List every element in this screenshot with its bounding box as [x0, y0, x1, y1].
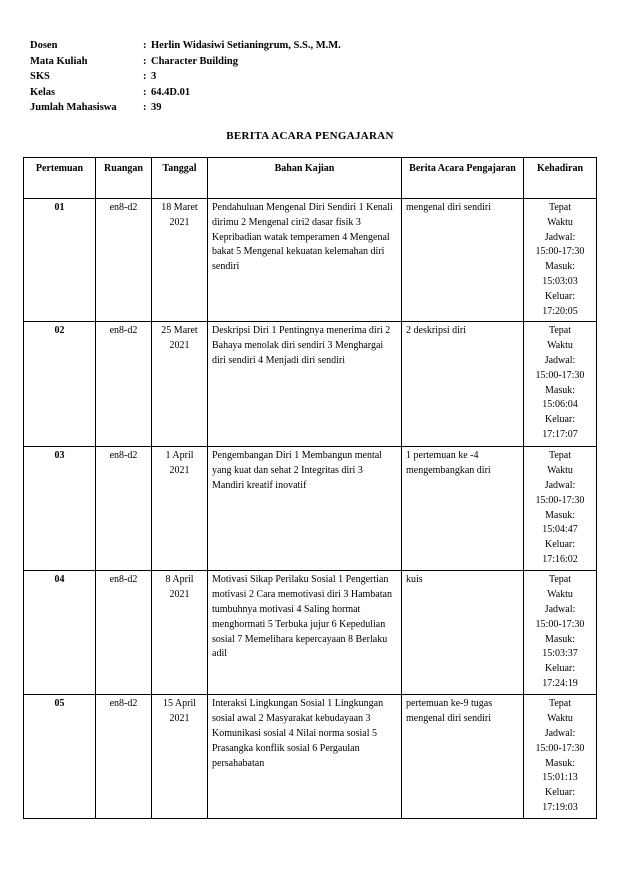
info-separator: :: [143, 71, 147, 82]
cell-pertemuan: 02: [24, 322, 96, 447]
column-header-kehadiran: Kehadiran: [524, 158, 597, 199]
cell-berita-acara: pertemuan ke-9 tugas mengenal diri sendiri: [402, 695, 524, 819]
cell-pertemuan: 01: [24, 199, 96, 322]
info-row-kelas: [30, 85, 341, 101]
kehadiran-line: 15:00-17:30: [535, 742, 585, 754]
cell-bahan-kajian: Motivasi Sikap Perilaku Sosial 1 Pengertian motivasi 2 Cara memotivasi diri 3 Hambatan tumbuhnya motivasi 4 Saling hormat menghormati 5 Terbuka jujur 6 Kepedulian sosial 7 Memelihara kepercayaan 8 Berlaku adil: [208, 571, 402, 695]
kehadiran-line: 17:19:03: [542, 801, 578, 813]
info-separator: :: [143, 102, 147, 113]
cell-tanggal: 18 Maret 2021: [152, 199, 208, 322]
table-row: [24, 322, 597, 447]
kehadiran-line: 15:01:13: [542, 772, 578, 784]
kehadiran-line: Masuk:: [545, 509, 575, 521]
kehadiran-line: Tepat: [548, 202, 572, 213]
kehadiran-line: Jadwal:: [544, 354, 576, 366]
kehadiran-line: Jadwal:: [544, 479, 576, 491]
cell-ruangan: en8-d2: [96, 571, 152, 695]
column-header-tanggal: Tanggal: [152, 158, 208, 199]
info-separator: :: [143, 55, 147, 67]
cell-tanggal: 25 Maret 2021: [152, 322, 208, 447]
cell-bahan-kajian: Pengembangan Diri 1 Membangun mental yang kuat dan sehat 2 Integritas diri 3 Mandiri kreatif inovatif: [208, 447, 402, 571]
column-header-berita-acara: Berita Acara Pengajaran: [402, 158, 524, 199]
cell-kehadiran: [524, 322, 597, 447]
kehadiran-line: 17:16:02: [542, 553, 578, 565]
kehadiran-line: Masuk:: [545, 384, 575, 396]
kehadiran-line: Waktu: [547, 340, 573, 352]
kehadiran-line: 17:17:07: [542, 428, 578, 440]
table-row: [24, 571, 597, 695]
info-row-sks: [30, 69, 341, 85]
kehadiran-line: 15:06:04: [542, 399, 578, 411]
kehadiran-line: Keluar:: [545, 290, 575, 302]
kehadiran-line: Masuk:: [545, 633, 575, 645]
info-label: Kelas: [30, 86, 56, 98]
cell-berita-acara: 1 pertemuan ke -4 mengembangkan diri: [402, 447, 524, 571]
cell-bahan-kajian: Deskripsi Diri 1 Pentingnya menerima diri 2 Bahaya menolak diri sendiri 3 Menghargai diri sendiri 4 Menjadi diri sendiri: [208, 322, 402, 447]
cell-tanggal: 8 April 2021: [152, 571, 208, 695]
kehadiran-line: 15:03:03: [542, 275, 578, 287]
cell-tanggal: 1 April 2021: [152, 447, 208, 571]
info-value: 64.4D.01: [151, 86, 191, 98]
cell-kehadiran: [524, 199, 597, 322]
table-header-row: [24, 158, 597, 199]
teaching-record-table: [23, 157, 597, 819]
column-header-bahan-kajian: Bahan Kajian: [208, 158, 402, 199]
kehadiran-line: 15:00-17:30: [535, 494, 585, 506]
column-header-pertemuan: Pertemuan: [24, 158, 96, 199]
cell-kehadiran: [524, 571, 597, 695]
kehadiran-line: Waktu: [547, 589, 573, 601]
kehadiran-line: Waktu: [547, 216, 573, 228]
page-title: BERITA ACARA PENGAJARAN: [226, 130, 394, 142]
table-row: [24, 199, 597, 322]
cell-berita-acara: 2 deskripsi diri: [402, 322, 524, 447]
kehadiran-line: Jadwal:: [544, 603, 576, 615]
cell-ruangan: en8-d2: [96, 695, 152, 819]
info-row-jumlah-mahasiswa: [30, 100, 341, 116]
table-row: [24, 447, 597, 571]
kehadiran-line: 17:24:19: [542, 677, 578, 689]
kehadiran-line: 15:00-17:30: [535, 246, 585, 258]
kehadiran-line: Waktu: [547, 713, 573, 725]
info-label: Dosen: [30, 40, 58, 51]
column-header-ruangan: Ruangan: [96, 158, 152, 199]
info-value: 39: [151, 102, 162, 113]
info-value: 3: [151, 71, 157, 82]
info-label: SKS: [30, 71, 50, 82]
cell-pertemuan: 03: [24, 447, 96, 571]
cell-pertemuan: 04: [24, 571, 96, 695]
info-separator: :: [143, 86, 147, 98]
kehadiran-line: Tepat: [548, 574, 572, 586]
info-value: Herlin Widasiwi Setianingrum, S.S., M.M.: [151, 40, 341, 51]
kehadiran-line: Keluar:: [545, 787, 575, 799]
kehadiran-line: 15:00-17:30: [535, 369, 585, 381]
cell-tanggal: 15 April 2021: [152, 695, 208, 819]
kehadiran-line: Tepat: [548, 325, 572, 337]
kehadiran-line: Waktu: [547, 465, 573, 477]
info-separator: :: [143, 40, 147, 51]
kehadiran-line: Tepat: [548, 698, 572, 710]
cell-bahan-kajian: Interaksi Lingkungan Sosial 1 Lingkungan sosial awal 2 Masyarakat kebudayaan 3 Komunikasi sosial 4 Nilai norma sosial 5 Prasangka konflik sosial 6 Pergaulan persahabatan: [208, 695, 402, 819]
cell-kehadiran: [524, 695, 597, 819]
kehadiran-line: Tepat: [548, 450, 572, 462]
info-row-dosen: [30, 38, 341, 54]
cell-ruangan: en8-d2: [96, 447, 152, 571]
kehadiran-line: Masuk:: [545, 757, 575, 769]
cell-ruangan: en8-d2: [96, 199, 152, 322]
info-label: Mata Kuliah: [30, 55, 88, 67]
cell-berita-acara: kuis: [402, 571, 524, 695]
kehadiran-line: 15:03:37: [542, 648, 578, 660]
cell-kehadiran: [524, 447, 597, 571]
kehadiran-line: 15:04:47: [542, 524, 578, 536]
kehadiran-line: Keluar:: [545, 539, 575, 551]
cell-berita-acara: mengenal diri sendiri: [402, 199, 524, 322]
kehadiran-line: Jadwal:: [544, 727, 576, 739]
kehadiran-line: Keluar:: [545, 414, 575, 426]
cell-ruangan: en8-d2: [96, 322, 152, 447]
course-info: [30, 38, 341, 116]
table-row: [24, 695, 597, 819]
kehadiran-line: Masuk:: [545, 261, 575, 273]
kehadiran-line: 15:00-17:30: [535, 618, 585, 630]
kehadiran-line: Keluar:: [545, 663, 575, 675]
info-row-mata-kuliah: [30, 54, 341, 70]
info-label: Jumlah Mahasiswa: [30, 102, 117, 113]
cell-pertemuan: 05: [24, 695, 96, 819]
kehadiran-line: 17:20:05: [542, 305, 578, 317]
kehadiran-line: Jadwal:: [544, 231, 576, 243]
cell-bahan-kajian: Pendahuluan Mengenal Diri Sendiri 1 Kenali dirimu 2 Mengenal ciri2 dasar fisik 3 Kepribadian watak temperamen 4 Mengenal bakat 5 Mengenal kekuatan kelemahan diri sendiri: [208, 199, 402, 322]
info-value: Character Building: [151, 55, 239, 67]
